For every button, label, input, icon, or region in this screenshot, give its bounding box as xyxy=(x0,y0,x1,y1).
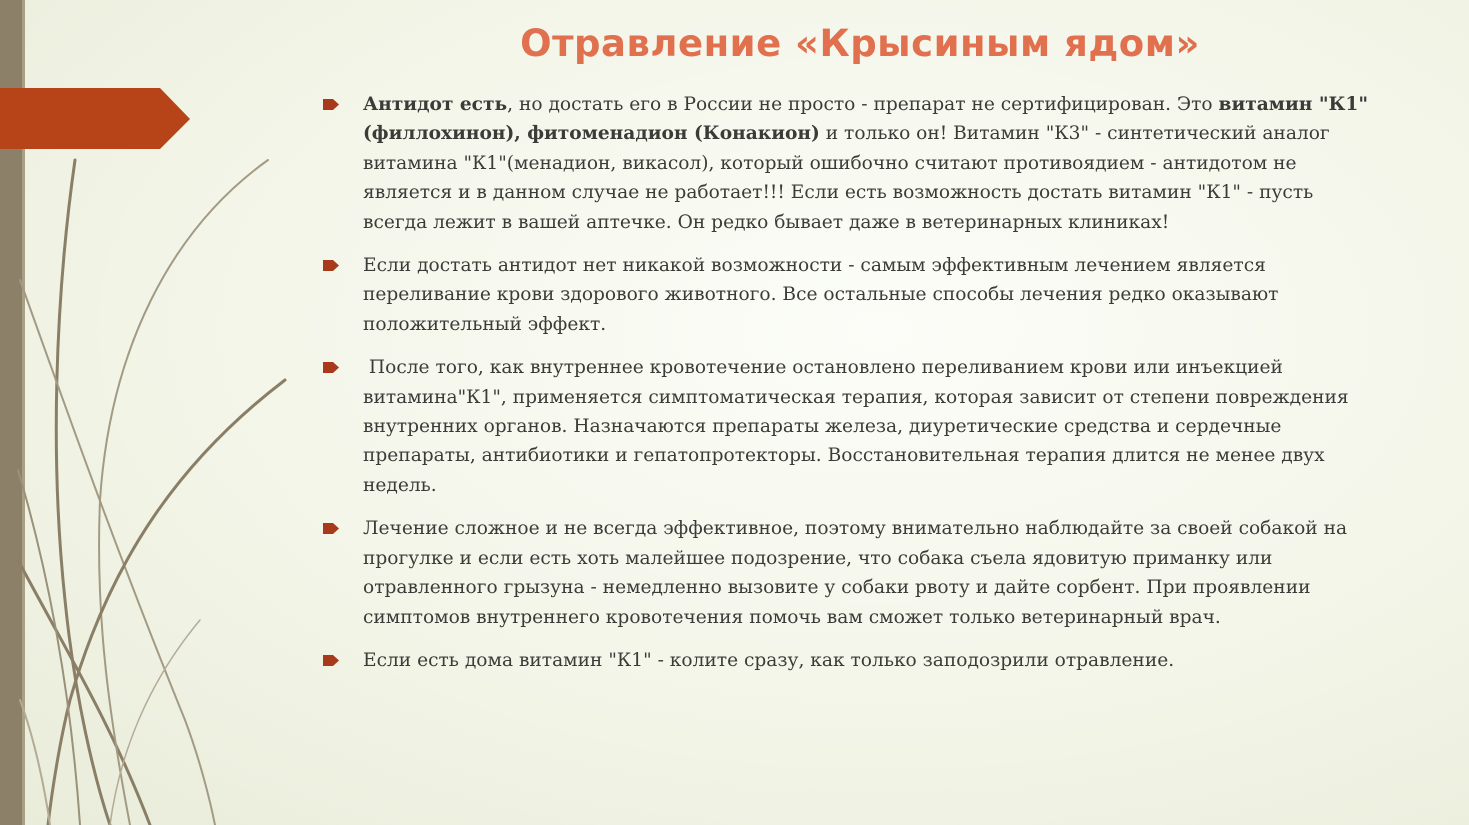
arrow-bullet-icon xyxy=(323,655,339,666)
arrow-bullet-icon xyxy=(323,523,339,534)
bullet-text: и только он! Витамин "К3" - синтетический аналог витамина "К1"(менадион, викасол), который ошибочно считают противоядием - антидотом не является и в данном случае не работает!!! Если есть возможность достать витамин "К1" - пусть всегда лежит в вашей аптечке. Он редко бывает даже в ветеринарных клиниках! xyxy=(363,123,1330,233)
accent-arrow-tab xyxy=(0,88,192,150)
bullet-text: Лечение сложное и не всегда эффективное, поэтому внимательно наблюдайте за своей собакой на прогулке и если есть хоть малейшее подозрение, что собака съела ядовитую приманку или отравленного грызуна - немедленно вызовите у собаки рвоту и дайте сорбент. При проявлении симптомов внутреннего кровотечения помочь вам сможет только ветеринарный врач. xyxy=(363,518,1348,628)
slide-title: Отравление «Крысиным ядом» xyxy=(520,22,1200,65)
bullet-item xyxy=(322,646,1382,675)
bullet-text: Если достать антидот нет никакой возможности - самым эффективным лечением является переливание крови здорового животного. Все остальные способы лечения редко оказывают положительный эффект. xyxy=(363,255,1279,335)
arrow-bullet-icon xyxy=(323,362,339,373)
arrow-bullet-icon xyxy=(323,260,339,271)
bullet-text: Если есть дома витамин "К1" - колите сразу, как только заподозрили отравление. xyxy=(363,649,1175,671)
bullet-item xyxy=(322,353,1382,500)
bullet-text-bold: Антидот есть xyxy=(363,94,508,115)
bullet-item xyxy=(322,514,1382,632)
curve-4 xyxy=(20,280,215,825)
curve-7 xyxy=(20,700,50,825)
bullet-item xyxy=(322,251,1382,339)
bullet-text: , но достать его в России не просто - препарат не сертифицирован. Это xyxy=(507,94,1219,115)
bullet-item xyxy=(322,90,1382,237)
curve-3 xyxy=(99,160,268,825)
arrow-bullet-icon xyxy=(323,99,339,110)
bullet-text-bold: витамин "К1" (филлохинон), фитоменадион (Конакион) xyxy=(363,94,1369,145)
curve-5 xyxy=(48,380,285,825)
curve-2 xyxy=(18,560,150,825)
bullet-list xyxy=(322,90,1382,689)
bullet-text: После того, как внутреннее кровотечение остановлено переливанием крови или инъекцией витамина"К1", применяется симптоматическая терапия, которая зависит от степени повреждения внутренних органов. Назначаются препараты железа, диуретические средства и сердечные препараты, антибиотики и гепатопротекторы. Восстановительная терапия длится не менее двух недель. xyxy=(363,357,1355,496)
